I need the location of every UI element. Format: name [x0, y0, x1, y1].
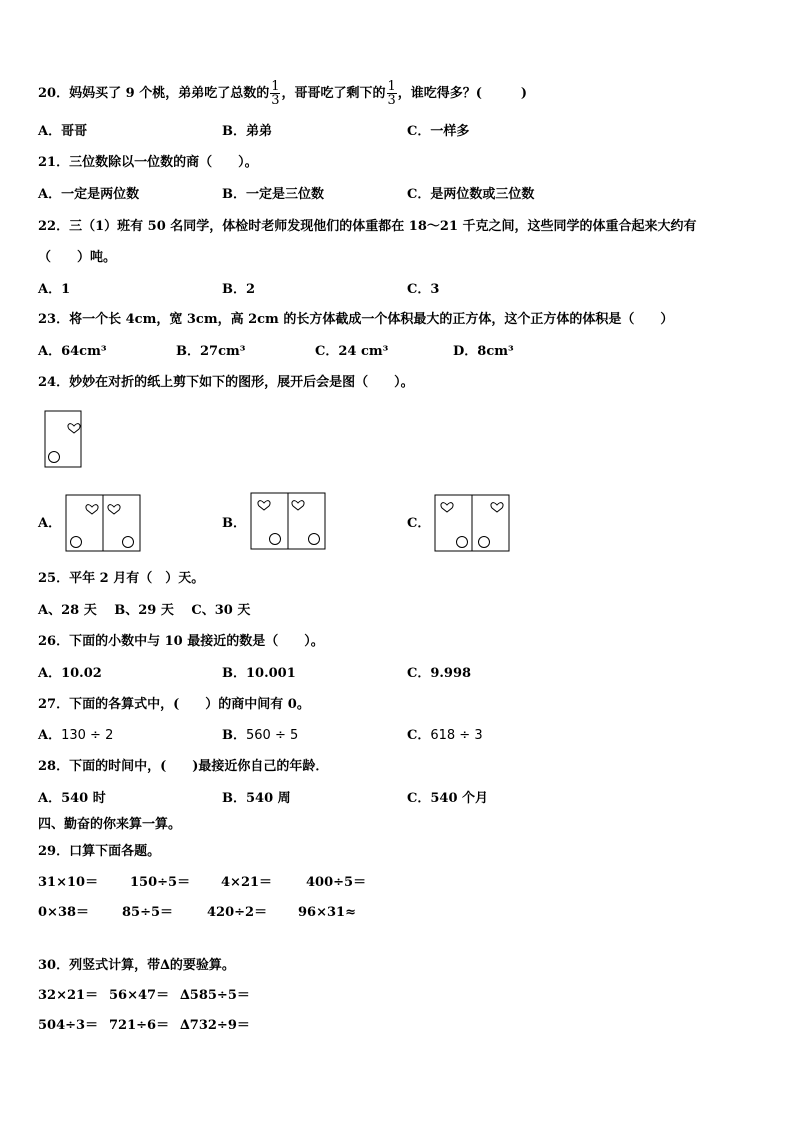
q26-option-c[interactable]: C．9.998	[407, 666, 472, 681]
q29-item: 0×38＝	[38, 905, 90, 920]
q22-option-a[interactable]: A．1	[38, 282, 71, 297]
q30-item: 721÷6＝	[109, 1018, 170, 1033]
q20-option-a[interactable]: A．哥哥	[38, 124, 88, 139]
q29-item: 96×31≈	[298, 905, 356, 920]
heart-icon	[292, 501, 304, 510]
q21-option-a[interactable]: A．一定是两位数	[38, 187, 140, 202]
q29-item: 150÷5＝	[130, 875, 191, 890]
q27-expr-c: 618 ÷ 3	[430, 728, 483, 743]
circle-icon	[270, 534, 281, 545]
q22-option-b[interactable]: B．2	[222, 282, 256, 297]
heart-icon	[68, 424, 80, 433]
q29-item: 420÷2＝	[207, 905, 268, 920]
q23-option-a[interactable]: A．64cm³	[38, 344, 107, 359]
heart-icon	[491, 503, 503, 512]
circle-icon	[71, 537, 82, 548]
q23-option-d[interactable]: D．8cm³	[453, 344, 514, 359]
q25-options[interactable]: A、28 天 B、29 天 C、30 天	[38, 603, 251, 618]
q27-option-a[interactable]: A．130 ÷ 2	[38, 728, 114, 743]
q29-item: 400÷5＝	[306, 875, 367, 890]
circle-icon	[457, 537, 468, 548]
q21-stem: 21．三位数除以一位数的商（ ）。	[38, 155, 258, 170]
q30-item: ∆585÷5＝	[180, 988, 250, 1003]
q24-option-c-figure[interactable]	[434, 494, 512, 554]
q29-item: 85÷5＝	[122, 905, 174, 920]
q24-option-b-figure[interactable]	[250, 492, 328, 552]
q22-stem-line2: （ ）吨。	[38, 250, 117, 265]
heart-icon	[258, 501, 270, 510]
q20-option-b[interactable]: B．弟弟	[222, 124, 272, 139]
q20-option-c[interactable]: C．一样多	[407, 124, 470, 139]
q24-option-a-label[interactable]: A．	[38, 516, 62, 531]
q20-text-b: ，哥哥吃了剩下的	[281, 86, 386, 101]
q26-option-a[interactable]: A．10.02	[38, 666, 102, 681]
circle-icon	[49, 452, 60, 463]
q20-text-a: 20．妈妈买了 9 个桃，弟弟吃了总数的	[38, 86, 270, 101]
q24-stem: 24．妙妙在对折的纸上剪下如下的图形，展开后会是图（ ）。	[38, 375, 414, 390]
circle-icon	[123, 537, 134, 548]
q29-stem: 29．口算下面各题。	[38, 844, 161, 859]
q28-option-c[interactable]: C．540 个月	[407, 791, 489, 806]
section-heading: 四、勤奋的你来算一算。	[38, 817, 182, 832]
heart-icon	[86, 505, 98, 514]
q27-expr-a: 130 ÷ 2	[61, 728, 114, 743]
heart-icon	[108, 505, 120, 514]
q30-item: ∆732÷9＝	[180, 1018, 250, 1033]
q24-option-b-label[interactable]: B．	[222, 516, 246, 531]
q23-stem: 23．将一个长 4cm，宽 3cm，高 2cm 的长方体截成一个体积最大的正方体，这个正方体的体积是（ ）	[38, 312, 674, 327]
q30-item: 504÷3＝	[38, 1018, 99, 1033]
q21-option-c[interactable]: C．是两位数或三位数	[407, 187, 535, 202]
q24-option-c-label[interactable]: C．	[407, 516, 431, 531]
q22-option-c[interactable]: C．3	[407, 282, 440, 297]
heart-icon	[441, 503, 453, 512]
q20-stem	[38, 80, 527, 107]
q29-item: 4×21＝	[221, 875, 273, 890]
q28-stem: 28．下面的时间中，( )最接近你自己的年龄．	[38, 759, 329, 774]
circle-icon	[309, 534, 320, 545]
q28-option-b[interactable]: B．540 周	[222, 791, 291, 806]
q28-option-a[interactable]: A．540 时	[38, 791, 106, 806]
q27-stem: 27．下面的各算式中，( ）的商中间有 0。	[38, 697, 310, 712]
q30-item: 32×21＝	[38, 988, 99, 1003]
q23-option-b[interactable]: B．27cm³	[176, 344, 246, 359]
circle-icon	[479, 537, 490, 548]
q23-option-c[interactable]: C．24 cm³	[315, 344, 389, 359]
q30-item: 56×47＝	[109, 988, 170, 1003]
q30-stem: 30．列竖式计算，带∆的要验算。	[38, 958, 235, 973]
folded-paper-figure	[44, 410, 84, 470]
q20-fraction-1: $\frac{1}{3}$	[271, 79, 280, 108]
q27-expr-b: 560 ÷ 5	[246, 728, 299, 743]
q20-fraction-2: $\frac{1}{3}$	[387, 79, 396, 108]
q20-text-c: ，谁吃得多？( )	[397, 86, 528, 101]
q27-option-b[interactable]: B．560 ÷ 5	[222, 728, 299, 743]
q29-item: 31×10＝	[38, 875, 99, 890]
q21-option-b[interactable]: B．一定是三位数	[222, 187, 324, 202]
q27-option-c[interactable]: C．618 ÷ 3	[407, 728, 483, 743]
q24-option-a-figure[interactable]	[65, 494, 143, 554]
q26-stem: 26．下面的小数中与 10 最接近的数是（ ）。	[38, 634, 324, 649]
q22-stem-line1: 22．三（1）班有 50 名同学，体检时老师发现他们的体重都在 18～21 千克之间，这些同学的体重合起来大约有	[38, 219, 697, 234]
q25-stem: 25．平年 2 月有（ ）天。	[38, 571, 205, 586]
q26-option-b[interactable]: B．10.001	[222, 666, 296, 681]
